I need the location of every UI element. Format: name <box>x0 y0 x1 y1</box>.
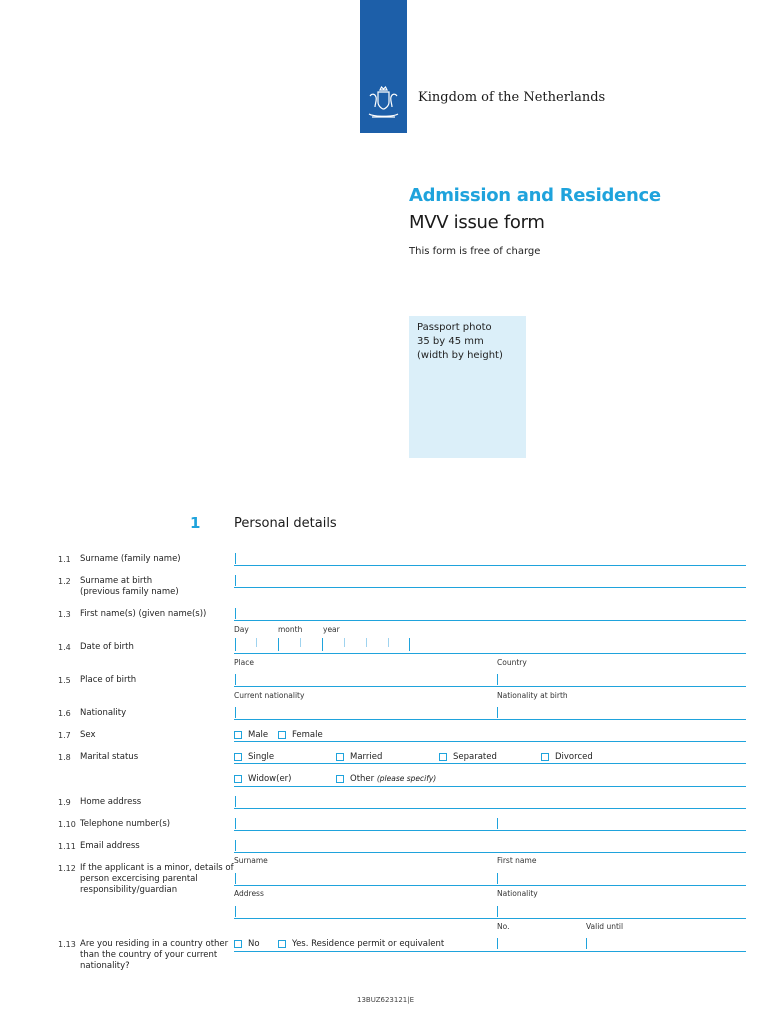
form-subtitle: MVV issue form <box>409 212 545 233</box>
date-of-birth-field[interactable] <box>234 636 746 654</box>
field-marker <box>235 707 236 718</box>
month-caption: month <box>278 625 303 634</box>
separated-checkbox[interactable] <box>439 753 447 761</box>
field-label: Marital status <box>80 752 139 762</box>
field-underline <box>484 885 746 886</box>
field-number: 1.10 <box>58 820 76 829</box>
field-number: 1.12 <box>58 864 76 873</box>
no-checkbox[interactable] <box>234 940 242 948</box>
widow-checkbox[interactable] <box>234 775 242 783</box>
field-marker <box>235 553 236 564</box>
field-number: 1.7 <box>58 731 71 740</box>
field-marker <box>235 873 236 884</box>
field-marker <box>235 575 236 586</box>
divorced-checkbox[interactable] <box>541 753 549 761</box>
field-underline <box>484 686 746 687</box>
field-marker <box>497 707 498 718</box>
field-underline <box>234 653 746 654</box>
field-number: 1.11 <box>58 842 76 851</box>
form-code: 13BUZ623121|E <box>357 996 415 1004</box>
single-checkbox[interactable] <box>234 753 242 761</box>
field-underline <box>234 763 746 764</box>
field-underline <box>234 719 484 720</box>
free-of-charge-note: This form is free of charge <box>409 246 541 257</box>
valid-until-caption: Valid until <box>586 922 624 931</box>
nationality-caption: Nationality <box>497 889 538 898</box>
first-names-field[interactable] <box>234 608 746 621</box>
field-marker <box>497 674 498 685</box>
field-label-line-3: responsibility/guardian <box>80 885 178 895</box>
surname-caption: Surname <box>234 856 268 865</box>
yes-option-label: Yes. Residence permit or equivalent <box>292 939 445 949</box>
passport-photo-box <box>409 316 526 458</box>
digit-marker <box>278 638 279 651</box>
permit-number-caption: No. <box>497 922 510 931</box>
divorced-option-label: Divorced <box>555 752 593 762</box>
field-label: Home address <box>80 797 142 807</box>
field-underline <box>234 918 484 919</box>
field-number: 1.8 <box>58 753 71 762</box>
field-marker <box>235 608 236 619</box>
other-label: Other <box>350 774 375 784</box>
digit-marker <box>300 638 301 647</box>
field-underline <box>234 951 746 952</box>
yes-checkbox[interactable] <box>278 940 286 948</box>
field-label: Sex <box>80 730 96 740</box>
single-option-label: Single <box>248 752 275 762</box>
field-marker <box>235 674 236 685</box>
field-number: 1.4 <box>58 643 71 652</box>
birth-place-field[interactable] <box>234 674 484 687</box>
field-label: If the applicant is a minor, details of <box>80 863 234 873</box>
field-underline <box>234 852 746 853</box>
field-number: 1.5 <box>58 676 71 685</box>
telephone-field-2[interactable] <box>484 818 746 831</box>
field-number: 1.13 <box>58 940 76 949</box>
birth-country-field[interactable] <box>484 674 746 687</box>
guardian-first-name-field[interactable] <box>484 873 746 886</box>
field-underline <box>484 830 746 831</box>
nationality-at-birth-field[interactable] <box>484 707 746 720</box>
day-caption: Day <box>234 625 249 634</box>
field-label: Email address <box>80 841 140 851</box>
field-number: 1.3 <box>58 610 71 619</box>
place-caption: Place <box>234 658 254 667</box>
guardian-address-field[interactable] <box>234 906 484 919</box>
surname-field[interactable] <box>234 553 746 566</box>
year-caption: year <box>323 625 340 634</box>
field-underline <box>234 587 746 588</box>
field-label-line-2: than the country of your current <box>80 950 218 960</box>
current-nationality-field[interactable] <box>234 707 484 720</box>
field-marker <box>586 938 587 949</box>
field-label: First name(s) (given name(s)) <box>80 609 207 619</box>
other-option-label <box>350 774 436 784</box>
female-option-label: Female <box>292 730 323 740</box>
form-title: Admission and Residence <box>409 185 661 206</box>
married-checkbox[interactable] <box>336 753 344 761</box>
government-name: Kingdom of the Netherlands <box>418 90 606 105</box>
guardian-nationality-field[interactable] <box>484 906 746 919</box>
field-label: Surname (family name) <box>80 554 181 564</box>
field-marker <box>497 873 498 884</box>
field-label: Are you residing in a country other <box>80 939 229 949</box>
field-marker <box>235 906 236 917</box>
section-title: Personal details <box>234 516 337 531</box>
home-address-field[interactable] <box>234 796 746 809</box>
field-marker <box>497 818 498 829</box>
digit-marker <box>388 638 389 647</box>
digit-marker <box>322 638 323 651</box>
field-underline <box>234 808 746 809</box>
field-label: Place of birth <box>80 675 137 685</box>
field-label-note: (previous family name) <box>80 587 179 597</box>
permit-number-field[interactable] <box>497 938 585 951</box>
field-label: Surname at birth <box>80 576 153 586</box>
digit-marker <box>235 638 236 651</box>
photo-size: 35 by 45 mm <box>417 336 484 347</box>
digit-marker <box>256 638 257 647</box>
widow-option-label: Widow(er) <box>248 774 292 784</box>
field-underline <box>234 686 484 687</box>
coat-of-arms-logo <box>360 0 407 133</box>
field-underline <box>234 885 484 886</box>
other-hint: (please specify) <box>376 774 437 783</box>
field-underline <box>234 741 746 742</box>
digit-marker <box>409 638 410 651</box>
section-number: 1 <box>190 514 201 532</box>
nationality-at-birth-caption: Nationality at birth <box>497 691 568 700</box>
field-underline <box>484 918 746 919</box>
male-option-label: Male <box>248 730 269 740</box>
field-label-line-2: person excercising parental <box>80 874 198 884</box>
field-underline <box>234 565 746 566</box>
field-underline <box>484 719 746 720</box>
photo-size-note: (width by height) <box>417 350 503 361</box>
email-field[interactable] <box>234 840 746 853</box>
first-name-caption: First name <box>497 856 537 865</box>
field-marker <box>497 906 498 917</box>
field-number: 1.9 <box>58 798 71 807</box>
male-checkbox[interactable] <box>234 731 242 739</box>
photo-label: Passport photo <box>417 322 492 333</box>
field-underline <box>234 786 746 787</box>
country-caption: Country <box>497 658 527 667</box>
field-number: 1.2 <box>58 577 71 586</box>
digit-marker <box>344 638 345 647</box>
current-nationality-caption: Current nationality <box>234 691 305 700</box>
digit-marker <box>366 638 367 647</box>
field-marker <box>235 840 236 851</box>
separated-option-label: Separated <box>453 752 497 762</box>
field-label: Nationality <box>80 708 127 718</box>
surname-at-birth-field[interactable] <box>234 575 746 588</box>
other-checkbox[interactable] <box>336 775 344 783</box>
field-underline <box>234 620 746 621</box>
field-marker <box>235 796 236 807</box>
field-underline <box>234 830 484 831</box>
field-label: Date of birth <box>80 642 134 652</box>
field-marker <box>497 938 498 949</box>
field-number: 1.6 <box>58 709 71 718</box>
field-number: 1.1 <box>58 555 71 564</box>
guardian-surname-field[interactable] <box>234 873 484 886</box>
field-marker <box>235 818 236 829</box>
female-checkbox[interactable] <box>278 731 286 739</box>
address-caption: Address <box>234 889 264 898</box>
field-label-line-3: nationality? <box>80 961 130 971</box>
no-option-label: No <box>248 939 260 949</box>
field-label: Telephone number(s) <box>80 819 171 829</box>
valid-until-field[interactable] <box>585 938 746 951</box>
married-option-label: Married <box>350 752 383 762</box>
telephone-field-1[interactable] <box>234 818 484 831</box>
coat-of-arms-icon <box>364 86 403 122</box>
